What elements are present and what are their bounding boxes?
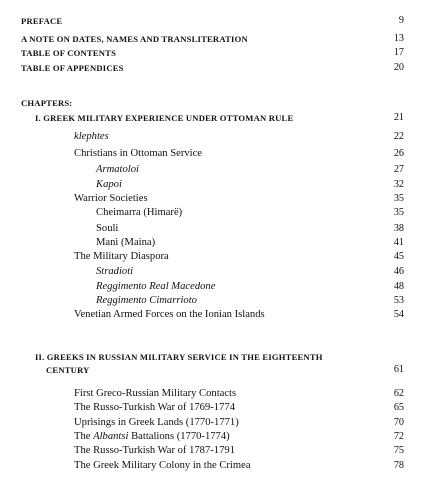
toc-entry <box>0 148 434 160</box>
entry-page: 9 <box>398 15 404 26</box>
toc-entry <box>0 460 434 472</box>
entry-label: Christians in Ottoman Service <box>74 148 202 159</box>
entry-label: klephtes <box>74 131 109 142</box>
entry-label: A NOTE ON DATES, NAMES AND TRANSLITERATION <box>21 34 248 44</box>
toc-entry <box>0 223 434 235</box>
toc-entry <box>0 295 434 307</box>
label-part-italic: Albantsi <box>93 431 129 442</box>
toc-entry-note <box>0 33 434 45</box>
entry-page: 48 <box>393 281 404 292</box>
entry-label: TABLE OF APPENDICES <box>21 63 124 73</box>
entry-label <box>74 431 230 443</box>
chapter-2-title-line1 <box>0 351 434 363</box>
label-part: Battalions (1770-1774) <box>128 431 230 442</box>
chapters-heading: CHAPTERS: <box>21 98 73 108</box>
entry-label: The Russo-Turkish War of 1769-1774 <box>74 402 235 413</box>
entry-page: 38 <box>393 223 404 234</box>
entry-page: 35 <box>393 207 404 218</box>
chapter-1-title <box>0 112 434 124</box>
label-part: The <box>74 431 94 442</box>
entry-label: Reggimento Real Macedone <box>96 281 216 292</box>
entry-page: 27 <box>393 164 404 175</box>
toc-entry <box>0 131 434 143</box>
toc-entry <box>0 402 434 414</box>
toc-entry <box>0 266 434 278</box>
entry-label: Mani (Maina) <box>96 237 156 248</box>
entry-page: 65 <box>393 402 404 413</box>
entry-label: Souli <box>96 223 119 234</box>
chapter-page: 21 <box>393 112 404 123</box>
entry-page: 72 <box>393 431 404 442</box>
toc-entry <box>0 237 434 249</box>
toc-entry-contents <box>0 47 434 59</box>
entry-page: 45 <box>393 251 404 262</box>
toc-entry <box>0 281 434 293</box>
entry-page: 22 <box>393 131 404 142</box>
entry-label: Warrior Societies <box>74 193 148 204</box>
toc-entry <box>0 388 434 400</box>
toc-entry-appendices <box>0 62 434 74</box>
entry-label: The Russo-Turkish War of 1787-1791 <box>74 445 235 456</box>
chapter-title: II. GREEKS IN RUSSIAN MILITARY SERVICE IN THE EIGHTEENTH <box>35 352 323 362</box>
entry-page: 46 <box>393 266 404 277</box>
entry-page: 32 <box>393 179 404 190</box>
entry-label: The Military Diaspora <box>74 251 169 262</box>
entry-page: 53 <box>393 295 404 306</box>
entry-label: PREFACE <box>21 16 63 26</box>
entry-label: Armatoloi <box>96 164 139 175</box>
toc-entry <box>0 431 434 443</box>
entry-label: Cheimarra (Himarë) <box>96 207 183 218</box>
entry-page: 75 <box>393 445 404 456</box>
toc-entry <box>0 445 434 457</box>
entry-label: Uprisings in Greek Lands (1770-1771) <box>74 417 239 428</box>
entry-page: 41 <box>393 237 404 248</box>
toc-entry <box>0 309 434 321</box>
entry-label: The Greek Military Colony in the Crimea <box>74 460 251 471</box>
toc-entry <box>0 207 434 219</box>
toc-entry <box>0 179 434 191</box>
chapter-title: I. GREEK MILITARY EXPERIENCE UNDER OTTOMAN RULE <box>35 113 294 123</box>
entry-page: 26 <box>393 148 404 159</box>
entry-page: 70 <box>393 417 404 428</box>
entry-page: 62 <box>393 388 404 399</box>
entry-page: 20 <box>393 62 404 73</box>
entry-page: 54 <box>393 309 404 320</box>
toc-entry <box>0 417 434 429</box>
toc-entry <box>0 251 434 263</box>
chapter-title-cont: CENTURY <box>46 365 90 375</box>
entry-label: Venetian Armed Forces on the Ionian Islands <box>74 309 265 320</box>
entry-label: Reggimento Cimarrioto <box>96 295 197 306</box>
entry-label: TABLE OF CONTENTS <box>21 48 117 58</box>
toc-entry <box>0 193 434 205</box>
entry-label: Stradioti <box>96 266 134 277</box>
entry-page: 78 <box>393 460 404 471</box>
chapter-2-title-line2 <box>0 364 434 376</box>
entry-label: Kapoi <box>96 179 122 190</box>
entry-page: 35 <box>393 193 404 204</box>
entry-page: 13 <box>393 33 404 44</box>
toc-entry <box>0 164 434 176</box>
toc-entry-preface <box>0 15 434 27</box>
chapter-page: 61 <box>393 364 404 375</box>
entry-label: First Greco-Russian Military Contacts <box>74 388 237 399</box>
entry-page: 17 <box>393 47 404 58</box>
